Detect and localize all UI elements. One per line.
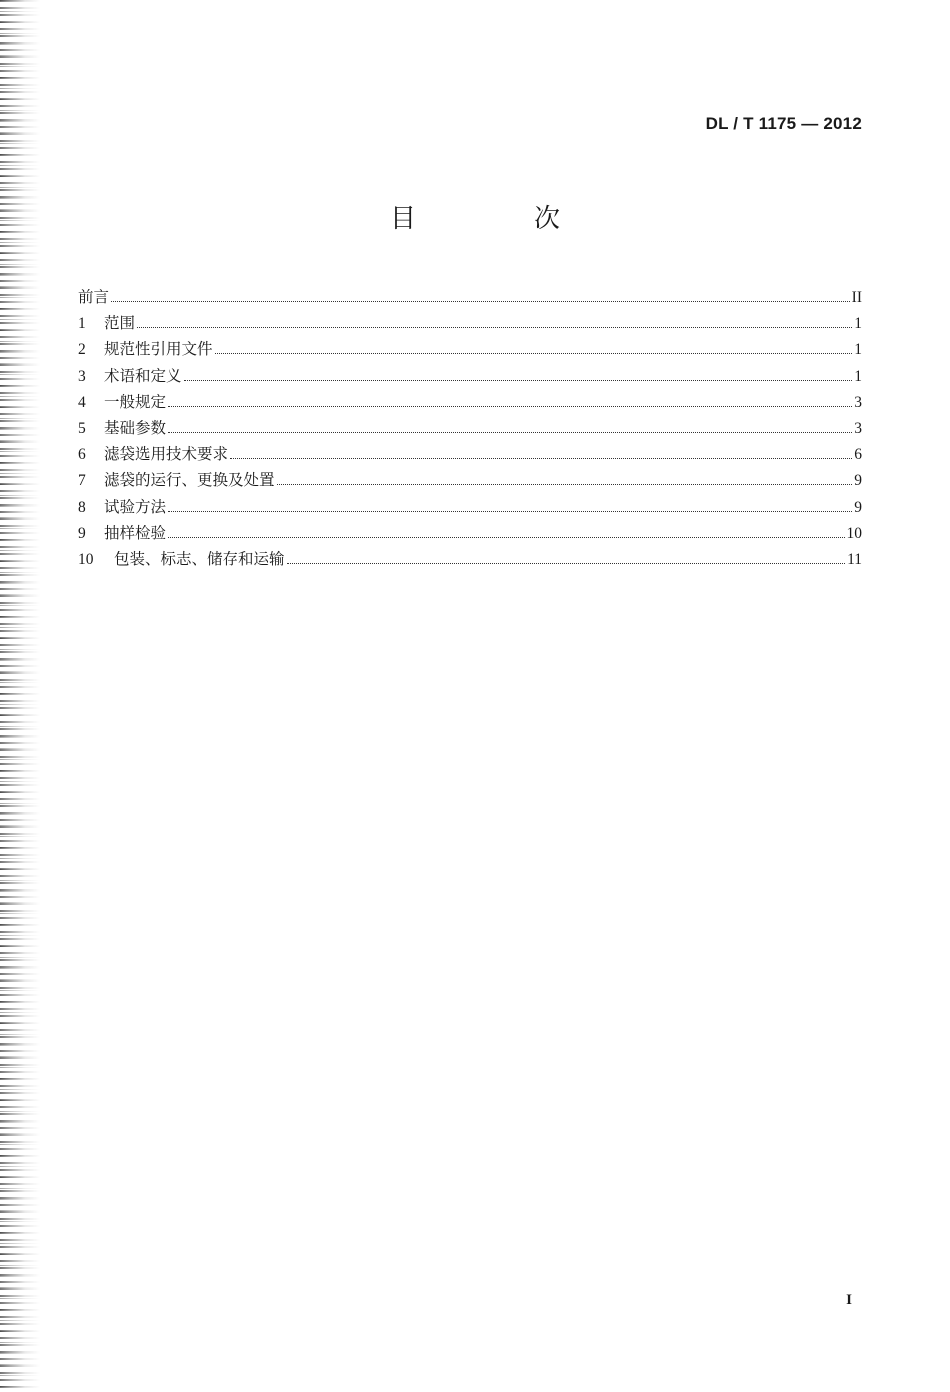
toc-entry-label: 基础参数 bbox=[104, 418, 167, 437]
toc-entry-page: 9 bbox=[854, 498, 862, 516]
toc-entry-5[interactable] bbox=[78, 415, 862, 441]
toc-entry-page: 10 bbox=[846, 524, 862, 542]
toc-entry-number: 5 bbox=[78, 419, 86, 437]
toc-entry-10[interactable] bbox=[78, 546, 862, 572]
toc-leader-dots bbox=[287, 563, 846, 564]
toc-leader-dots bbox=[168, 406, 852, 407]
toc-leader-dots bbox=[215, 353, 853, 354]
toc-entry-6[interactable] bbox=[78, 441, 862, 467]
toc-entry-label: 包装、标志、储存和运输 bbox=[114, 549, 285, 568]
toc-entry-number: 6 bbox=[78, 446, 86, 464]
table-of-contents bbox=[78, 284, 862, 572]
toc-entry-3[interactable] bbox=[78, 363, 862, 389]
toc-entry-page: 6 bbox=[854, 446, 862, 464]
toc-entry-number: 1 bbox=[78, 315, 86, 333]
toc-leader-dots bbox=[277, 484, 853, 485]
toc-entry-4[interactable] bbox=[78, 389, 862, 415]
toc-entry-label: 一般规定 bbox=[104, 392, 167, 411]
toc-leader-dots bbox=[168, 432, 852, 433]
toc-entry-number: 7 bbox=[78, 472, 86, 490]
page-number: I bbox=[846, 1292, 852, 1308]
toc-entry-number: 9 bbox=[78, 524, 86, 542]
toc-entry-number: 3 bbox=[78, 367, 86, 385]
toc-entry-label: 试验方法 bbox=[104, 497, 167, 516]
toc-leader-dots bbox=[230, 458, 852, 459]
toc-entry-page: 1 bbox=[854, 315, 862, 333]
toc-entry-page: 1 bbox=[854, 341, 862, 359]
toc-leader-dots bbox=[184, 380, 853, 381]
toc-entry-1[interactable] bbox=[78, 310, 862, 336]
toc-entry-page: 11 bbox=[847, 550, 862, 568]
toc-entry-9[interactable] bbox=[78, 520, 862, 546]
page-title: 目 次 bbox=[389, 204, 606, 234]
toc-entry-number: 2 bbox=[78, 341, 86, 359]
toc-leader-dots bbox=[111, 301, 850, 302]
toc-entry-page: 9 bbox=[854, 472, 862, 490]
toc-entry-number: 10 bbox=[78, 550, 94, 568]
standard-code: DL / T 1175 — 2012 bbox=[705, 114, 862, 133]
toc-entry-label: 滤袋的运行、更换及处置 bbox=[104, 471, 275, 490]
toc-entry-7[interactable] bbox=[78, 467, 862, 493]
toc-leader-dots bbox=[168, 511, 852, 512]
toc-entry-label: 规范性引用文件 bbox=[104, 340, 213, 359]
toc-entry-page: 3 bbox=[854, 419, 862, 437]
toc-entry-number: 8 bbox=[78, 498, 86, 516]
toc-entry-label: 前言 bbox=[78, 288, 110, 306]
toc-leader-dots bbox=[168, 537, 844, 538]
toc-entry-label: 滤袋选用技术要求 bbox=[104, 445, 229, 464]
toc-entry-number: 4 bbox=[78, 393, 86, 411]
toc-entry-label: 范围 bbox=[104, 314, 136, 333]
toc-entry-foreword[interactable] bbox=[78, 284, 862, 310]
toc-entry-page: 1 bbox=[854, 367, 862, 385]
toc-entry-2[interactable] bbox=[78, 336, 862, 362]
toc-entry-page: II bbox=[851, 289, 862, 306]
toc-entry-8[interactable] bbox=[78, 494, 862, 520]
toc-entry-page: 3 bbox=[854, 393, 862, 411]
toc-leader-dots bbox=[137, 327, 852, 328]
toc-entry-label: 术语和定义 bbox=[104, 366, 182, 385]
toc-entry-label: 抽样检验 bbox=[104, 523, 167, 542]
